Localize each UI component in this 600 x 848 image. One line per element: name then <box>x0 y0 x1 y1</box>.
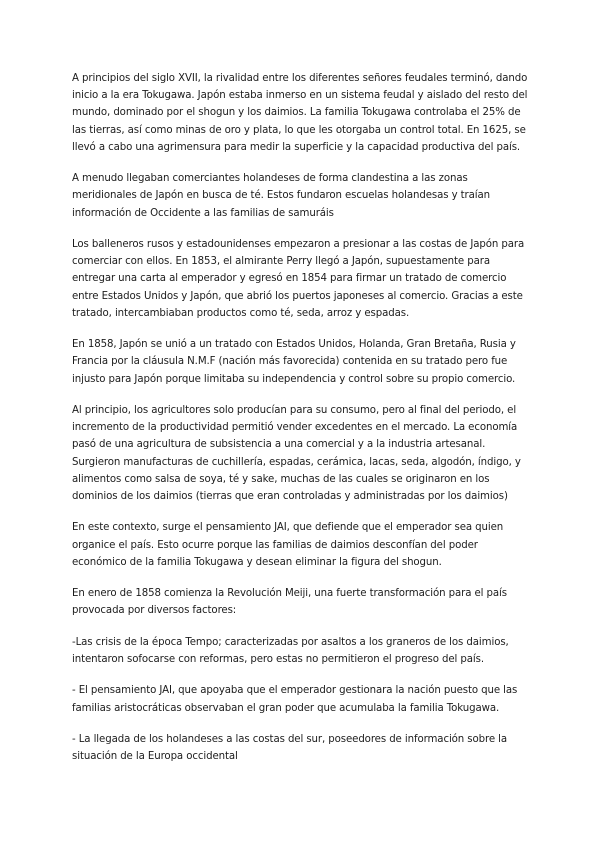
paragraph-perry-treaty: Los balleneros rusos y estadounidenses empezaron a presionar a las costas de Japón para comerciar con ellos. En 1853, el almirante Perry llegó a Japón, supuestamente para entregar una carta al emperador y egresó en 1854 para firmar un tratado de comercio entre Estados Unidos y Japón, que abrió los puertos japoneses al comercio. Gracias a este tratado, intercambiaban productos como té, seda, arroz y espadas. <box>72 239 525 319</box>
paragraph-meiji-revolution: En enero de 1858 comienza la Revolución Meiji, una fuerte transformación para el país provocada por diversos factores: <box>72 588 507 617</box>
paragraph-dutch-merchants: A menudo llegaban comerciantes holandeses de forma clandestina a las zonas meridionales de Japón en busca de té. Estos fundaron escuelas holandesas y traían información de Occidente a las familias de samuráis <box>72 173 490 219</box>
paragraph-1858-treaty: En 1858, Japón se unió a un tratado con Estados Unidos, Holanda, Gran Bretaña, Rusia y Francia por la cláusula N.M.F (nación más favorecida) contenida en su tratado pero fue injusto para Japón porque limitaba su independencia y control sobre su propio comercio. <box>72 339 516 385</box>
paragraph-jai-thought: En este contexto, surge el pensamiento JAI, que defiende que el emperador sea quien organice el país. Esto ocurre porque las familias de daimios desconfían del poder económico de la familia Tokugawa y desean eliminar la figura del shogun. <box>72 522 504 568</box>
paragraph-tokugawa-era: A principios del siglo XVII, la rivalidad entre los diferentes señores feudales terminó, dando inicio a la era Tokugawa. Japón estaba inmerso en un sistema feudal y aislado del resto del mundo, dominado por el shogun y los daimios. La familia Tokugawa controlaba el 25% de las tierras, así como minas de oro y plata, lo que les otorgaba un control total. En 1625, se llevó a cabo una agrimensura para medir la superficie y la capacidad productiva del país. <box>72 73 528 153</box>
list-item-tempo-crisis: -Las crisis de la época Tempo; caracterizadas por asaltos a los graneros de los daimios, intentaron sofocarse con reformas, pero estas no permitieron el progreso del país. <box>72 636 509 665</box>
list-item-jai-thought: - El pensamiento JAI, que apoyaba que el emperador gestionara la nación puesto que las familias aristocráticas observaban el gran poder que acumulaba la familia Tokugawa. <box>72 685 518 714</box>
list-item-dutch-arrival: - La llegada de los holandeses a las costas del sur, poseedores de información sobre la situación de la Europa occidental <box>72 733 508 763</box>
document-page <box>72 70 532 780</box>
paragraph-economy: Al principio, los agricultores solo producían para su consumo, pero al final del periodo, el incremento de la productividad permitió vender excedentes en el mercado. La economía pasó de una agricultura de subsistencia a una comercial y a la industria artesanal. Surgieron manufacturas de cuchillería, espadas, cerámica, lacas, seda, algodón, índigo, y alimentos como salsa de soya, té y sake, muchas de las cuales se originaron en los dominios de los daimios (tierras que eran controladas y administradas por los daimios) <box>72 405 521 503</box>
